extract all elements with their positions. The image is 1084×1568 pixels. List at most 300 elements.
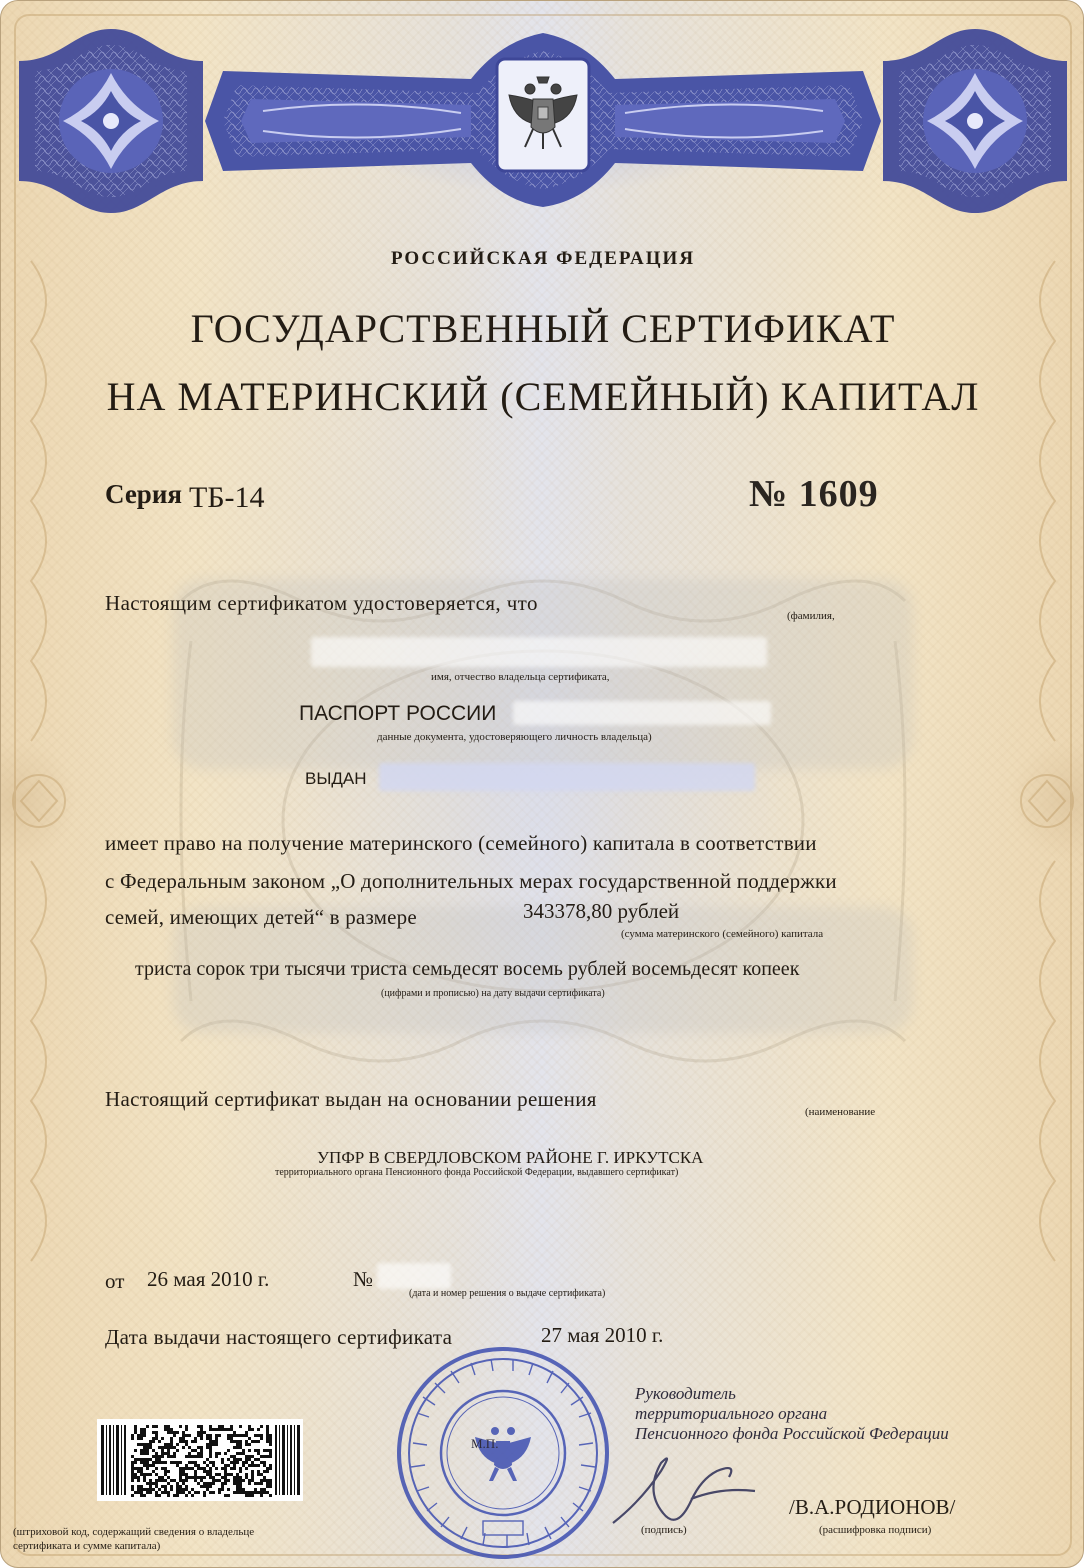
barcode-cell	[245, 1473, 248, 1476]
barcode-cell	[164, 1488, 167, 1491]
barcode-cell	[254, 1482, 257, 1485]
barcode-cell	[191, 1455, 194, 1458]
barcode-cell	[239, 1470, 242, 1473]
barcode-cell	[185, 1428, 188, 1431]
entitlement-line3: семей, имеющих детей“ в размере	[105, 905, 417, 929]
barcode-cell	[239, 1446, 242, 1449]
barcode-cell	[149, 1446, 152, 1449]
barcode-cell	[176, 1431, 179, 1434]
barcode-cell	[230, 1440, 233, 1443]
barcode-cell	[227, 1437, 230, 1440]
barcode-cell	[179, 1479, 182, 1482]
barcode-cell	[269, 1452, 272, 1455]
barcode-cell	[155, 1425, 158, 1428]
barcode-cell	[242, 1452, 245, 1455]
barcode-cell	[152, 1425, 155, 1428]
caption-decision: (дата и номер решения о выдаче сертификата)	[409, 1288, 606, 1299]
barcode-cell	[137, 1443, 140, 1446]
barcode-cell	[173, 1494, 176, 1497]
caption-issuing-authority: территориального органа Пенсионного фонда Российской Федерации, выдавшего сертификат)	[275, 1167, 679, 1178]
barcode-cell	[269, 1479, 272, 1482]
barcode-cell	[239, 1491, 242, 1494]
barcode-cell	[209, 1452, 212, 1455]
barcode-cell	[215, 1443, 218, 1446]
barcode-cell	[146, 1491, 149, 1494]
basis-text: Настоящий сертификат выдан на основании решения	[105, 1087, 597, 1111]
caption-authority-name: (наименование	[805, 1106, 876, 1118]
barcode-cell	[170, 1488, 173, 1491]
barcode-cell	[167, 1470, 170, 1473]
barcode-cell	[185, 1425, 188, 1428]
barcode-cell	[230, 1461, 233, 1464]
barcode-cell	[179, 1491, 182, 1494]
barcode-cell	[218, 1473, 221, 1476]
barcode-cell	[227, 1464, 230, 1467]
barcode-cell	[140, 1470, 143, 1473]
barcode-cell	[257, 1473, 260, 1476]
barcode-cell	[227, 1449, 230, 1452]
barcode-cell	[224, 1494, 227, 1497]
barcode-cell	[179, 1485, 182, 1488]
barcode-cell	[170, 1437, 173, 1440]
barcode-cell	[242, 1464, 245, 1467]
barcode-cell	[143, 1431, 146, 1434]
barcode-cell	[185, 1488, 188, 1491]
barcode-cell	[191, 1467, 194, 1470]
barcode-cell	[197, 1482, 200, 1485]
barcode-cell	[137, 1491, 140, 1494]
barcode-cell	[185, 1440, 188, 1443]
barcode-cell	[215, 1428, 218, 1431]
barcode-cell	[152, 1449, 155, 1452]
barcode-cell	[266, 1470, 269, 1473]
barcode-cell	[212, 1443, 215, 1446]
barcode-cell	[137, 1458, 140, 1461]
barcode-cell	[176, 1443, 179, 1446]
holder-intro-text: Настоящим сертификатом удостоверяется, что	[105, 591, 538, 615]
barcode-cell	[185, 1467, 188, 1470]
barcode-cell	[146, 1473, 149, 1476]
barcode-cell	[158, 1440, 161, 1443]
barcode-cell	[137, 1434, 140, 1437]
barcode-cell	[203, 1485, 206, 1488]
caption-surname: (фамилия,	[787, 610, 835, 622]
barcode-cell	[140, 1485, 143, 1488]
barcode-cell	[236, 1488, 239, 1491]
barcode-cell	[239, 1440, 242, 1443]
barcode-cell	[206, 1470, 209, 1473]
barcode-cell	[233, 1467, 236, 1470]
barcode-cell	[200, 1485, 203, 1488]
barcode-cell	[245, 1434, 248, 1437]
barcode-cell	[164, 1443, 167, 1446]
barcode-cell	[209, 1482, 212, 1485]
barcode-cell	[146, 1446, 149, 1449]
barcode-cell	[248, 1425, 251, 1428]
barcode-cell	[230, 1473, 233, 1476]
barcode-cell	[239, 1479, 242, 1482]
barcode-cell	[140, 1467, 143, 1470]
barcode-cell	[164, 1425, 167, 1428]
barcode-cell	[212, 1464, 215, 1467]
barcode-cell	[164, 1485, 167, 1488]
barcode-cell	[200, 1425, 203, 1428]
barcode-cell	[269, 1455, 272, 1458]
barcode-cell	[155, 1467, 158, 1470]
barcode-caption-line1: (штриховой код, содержащий сведения о владельце	[13, 1526, 255, 1538]
barcode-cell	[131, 1476, 134, 1479]
barcode-cell	[233, 1464, 236, 1467]
barcode-cell	[206, 1473, 209, 1476]
barcode-cell	[164, 1428, 167, 1431]
barcode-cell	[215, 1479, 218, 1482]
barcode-cell	[146, 1461, 149, 1464]
barcode-cell	[263, 1455, 266, 1458]
barcode-cell	[173, 1455, 176, 1458]
barcode-cell	[197, 1425, 200, 1428]
barcode-cell	[149, 1443, 152, 1446]
barcode-cell	[155, 1473, 158, 1476]
barcode-cell	[173, 1431, 176, 1434]
barcode-cell	[158, 1461, 161, 1464]
barcode-cell	[209, 1467, 212, 1470]
barcode-cell	[236, 1479, 239, 1482]
barcode-cell	[254, 1449, 257, 1452]
barcode-cell	[260, 1488, 263, 1491]
signer-name: /В.А.РОДИОНОВ/	[789, 1495, 956, 1519]
barcode-cell	[245, 1494, 248, 1497]
barcode-cell	[236, 1476, 239, 1479]
issue-date-label: Дата выдачи настоящего сертификата	[105, 1325, 453, 1349]
barcode-cell	[245, 1476, 248, 1479]
barcode-cell	[251, 1476, 254, 1479]
barcode-cell	[248, 1491, 251, 1494]
barcode-cell	[173, 1479, 176, 1482]
barcode-cell	[209, 1461, 212, 1464]
barcode-cell	[236, 1482, 239, 1485]
barcode-cell	[164, 1473, 167, 1476]
barcode-cell	[239, 1485, 242, 1488]
barcode-cell	[143, 1473, 146, 1476]
barcode-cell	[143, 1488, 146, 1491]
barcode-cell	[224, 1476, 227, 1479]
barcode-cell	[230, 1455, 233, 1458]
barcode-cell	[158, 1446, 161, 1449]
barcode-cell	[179, 1425, 182, 1428]
barcode-cell	[149, 1440, 152, 1443]
barcode-cell	[248, 1464, 251, 1467]
barcode-cell	[236, 1446, 239, 1449]
barcode-cell	[236, 1473, 239, 1476]
barcode-cell	[176, 1488, 179, 1491]
barcode-cell	[191, 1488, 194, 1491]
barcode-cell	[140, 1431, 143, 1434]
barcode-cell	[212, 1479, 215, 1482]
barcode-cell	[212, 1482, 215, 1485]
barcode-cell	[263, 1464, 266, 1467]
barcode-cell	[218, 1425, 221, 1428]
signer-role-line1: Руководитель	[635, 1384, 736, 1403]
barcode-cell	[263, 1479, 266, 1482]
barcode-cell	[140, 1428, 143, 1431]
barcode-cell	[161, 1446, 164, 1449]
barcode-cell	[140, 1494, 143, 1497]
barcode-cell	[143, 1479, 146, 1482]
barcode-cell	[254, 1434, 257, 1437]
entitlement-line1: имеет право на получение материнского (семейного) капитала в соответствии	[105, 831, 817, 855]
issued-by-label: ВЫДАН	[305, 769, 367, 788]
barcode-cell	[152, 1461, 155, 1464]
barcode-cell	[179, 1473, 182, 1476]
barcode-cell	[203, 1467, 206, 1470]
barcode-cell	[236, 1458, 239, 1461]
barcode-cell	[131, 1494, 134, 1497]
barcode-cell	[191, 1449, 194, 1452]
stamp-place-label: М.П.	[471, 1436, 499, 1451]
barcode-cell	[266, 1467, 269, 1470]
barcode-cell	[206, 1443, 209, 1446]
barcode-cell	[170, 1428, 173, 1431]
barcode-cell	[179, 1470, 182, 1473]
barcode-cell	[137, 1479, 140, 1482]
barcode-cell	[266, 1437, 269, 1440]
barcode-cell	[170, 1443, 173, 1446]
barcode-cell	[212, 1461, 215, 1464]
official-seal	[399, 1349, 607, 1557]
barcode-cell	[185, 1455, 188, 1458]
barcode-cell	[194, 1491, 197, 1494]
barcode-cell	[266, 1479, 269, 1482]
barcode-cell	[257, 1464, 260, 1467]
barcode-cell	[245, 1458, 248, 1461]
barcode-cell	[254, 1491, 257, 1494]
barcode-cell	[209, 1443, 212, 1446]
barcode-cell	[266, 1485, 269, 1488]
barcode-cell	[161, 1455, 164, 1458]
barcode-cell	[185, 1443, 188, 1446]
barcode-cell	[266, 1431, 269, 1434]
barcode-cell	[176, 1464, 179, 1467]
barcode-cell	[179, 1440, 182, 1443]
barcode-cell	[131, 1470, 134, 1473]
barcode-cell	[167, 1425, 170, 1428]
barcode-cell	[188, 1476, 191, 1479]
barcode-cell	[134, 1449, 137, 1452]
redacted-document-data	[513, 701, 771, 725]
barcode-cell	[164, 1470, 167, 1473]
barcode-cell	[227, 1479, 230, 1482]
barcode-cell	[203, 1476, 206, 1479]
barcode-cell	[188, 1461, 191, 1464]
barcode-cell	[131, 1437, 134, 1440]
right-rosette	[883, 29, 1067, 213]
barcode-cell	[143, 1461, 146, 1464]
barcode-cell	[260, 1437, 263, 1440]
barcode-cell	[209, 1470, 212, 1473]
barcode-cell	[251, 1461, 254, 1464]
barcode-cell	[194, 1461, 197, 1464]
barcode-cell	[263, 1488, 266, 1491]
barcode-cell	[206, 1458, 209, 1461]
barcode-cell	[251, 1428, 254, 1431]
barcode-cell	[167, 1443, 170, 1446]
barcode-cell	[200, 1476, 203, 1479]
barcode-cell	[131, 1455, 134, 1458]
barcode-cell	[263, 1476, 266, 1479]
barcode-cell	[131, 1479, 134, 1482]
barcode-cell	[143, 1434, 146, 1437]
barcode-cell	[158, 1476, 161, 1479]
barcode-cell	[224, 1467, 227, 1470]
barcode-cell	[200, 1434, 203, 1437]
barcode-cell	[251, 1440, 254, 1443]
barcode-cell	[206, 1446, 209, 1449]
barcode-cell	[161, 1467, 164, 1470]
barcode-cell	[182, 1467, 185, 1470]
barcode-cell	[134, 1425, 137, 1428]
document-title-line2: НА МАТЕРИНСКИЙ (СЕМЕЙНЫЙ) КАПИТАЛ	[106, 374, 980, 419]
barcode-cell	[179, 1437, 182, 1440]
barcode-cell	[233, 1461, 236, 1464]
barcode-cell	[212, 1476, 215, 1479]
barcode-cell	[149, 1485, 152, 1488]
barcode-cell	[134, 1458, 137, 1461]
barcode-cell	[146, 1452, 149, 1455]
barcode-cell	[149, 1488, 152, 1491]
barcode-cell	[233, 1440, 236, 1443]
barcode-cell	[203, 1494, 206, 1497]
barcode-cell	[209, 1455, 212, 1458]
barcode-cell	[140, 1488, 143, 1491]
barcode-cell	[167, 1446, 170, 1449]
barcode-cell	[233, 1434, 236, 1437]
barcode-cell	[176, 1461, 179, 1464]
barcode-cell	[209, 1425, 212, 1428]
barcode-cell	[155, 1485, 158, 1488]
barcode-cell	[200, 1452, 203, 1455]
barcode-cell	[245, 1431, 248, 1434]
barcode-cell	[224, 1473, 227, 1476]
barcode-cell	[137, 1485, 140, 1488]
barcode-cell	[149, 1479, 152, 1482]
barcode-cell	[164, 1467, 167, 1470]
barcode-cell	[140, 1461, 143, 1464]
barcode-cell	[251, 1491, 254, 1494]
barcode-cell	[134, 1476, 137, 1479]
barcode-cell	[257, 1482, 260, 1485]
barcode-cell	[131, 1434, 134, 1437]
barcode-cell	[161, 1485, 164, 1488]
barcode-cell	[224, 1464, 227, 1467]
barcode-cell	[152, 1431, 155, 1434]
barcode-cell	[146, 1464, 149, 1467]
barcode-cell	[182, 1431, 185, 1434]
barcode-cell	[245, 1461, 248, 1464]
barcode-cell	[197, 1455, 200, 1458]
barcode-cell	[155, 1482, 158, 1485]
barcode-cell	[245, 1455, 248, 1458]
barcode-cell	[263, 1461, 266, 1464]
barcode-cell	[269, 1467, 272, 1470]
barcode-cell	[167, 1455, 170, 1458]
barcode-cell	[224, 1482, 227, 1485]
barcode-cell	[143, 1428, 146, 1431]
decision-from-label: от	[105, 1269, 125, 1293]
barcode-cell	[221, 1488, 224, 1491]
barcode-cell	[227, 1434, 230, 1437]
barcode-cell	[254, 1488, 257, 1491]
barcode-cell	[266, 1449, 269, 1452]
redacted-holder-name	[311, 637, 767, 667]
barcode-cell	[251, 1473, 254, 1476]
barcode-cell	[230, 1467, 233, 1470]
barcode-cell	[233, 1455, 236, 1458]
barcode-cell	[227, 1494, 230, 1497]
barcode-cell	[137, 1476, 140, 1479]
barcode-cell	[155, 1455, 158, 1458]
barcode-cell	[167, 1494, 170, 1497]
barcode-cell	[158, 1455, 161, 1458]
barcode-cell	[173, 1461, 176, 1464]
barcode-cell	[221, 1482, 224, 1485]
barcode-cell	[167, 1449, 170, 1452]
signer-role-line3: Пенсионного фонда Российской Федерации	[635, 1424, 949, 1443]
barcode-cell	[266, 1434, 269, 1437]
barcode-cell	[221, 1467, 224, 1470]
barcode-cell	[257, 1428, 260, 1431]
barcode-cell	[161, 1449, 164, 1452]
barcode-cell	[239, 1425, 242, 1428]
barcode-cell	[224, 1428, 227, 1431]
barcode-cell	[131, 1464, 134, 1467]
barcode-cell	[230, 1428, 233, 1431]
barcode-cell	[269, 1494, 272, 1497]
barcode-cell	[155, 1461, 158, 1464]
barcode-cell	[248, 1455, 251, 1458]
barcode-cell	[176, 1449, 179, 1452]
barcode-cell	[173, 1446, 176, 1449]
barcode-cell	[146, 1467, 149, 1470]
barcode-cell	[257, 1458, 260, 1461]
barcode-cell	[239, 1476, 242, 1479]
barcode-cell	[143, 1494, 146, 1497]
barcode-cell	[143, 1452, 146, 1455]
barcode-cell	[203, 1431, 206, 1434]
barcode-cell	[131, 1488, 134, 1491]
barcode-cell	[221, 1461, 224, 1464]
barcode-cell	[245, 1491, 248, 1494]
barcode-cell	[191, 1476, 194, 1479]
barcode-cell	[152, 1455, 155, 1458]
barcode-cell	[206, 1482, 209, 1485]
barcode-cell	[140, 1443, 143, 1446]
barcode-cell	[140, 1437, 143, 1440]
barcode-cell	[194, 1449, 197, 1452]
barcode-cell	[215, 1467, 218, 1470]
barcode-cell	[257, 1434, 260, 1437]
barcode-cell	[185, 1485, 188, 1488]
barcode-cell	[188, 1434, 191, 1437]
barcode-cell	[230, 1437, 233, 1440]
barcode-cell	[170, 1446, 173, 1449]
barcode-cell	[203, 1461, 206, 1464]
barcode-cell	[197, 1476, 200, 1479]
barcode-cell	[191, 1461, 194, 1464]
barcode-cell	[158, 1488, 161, 1491]
barcode-cell	[248, 1482, 251, 1485]
barcode-cell	[149, 1473, 152, 1476]
barcode-cell	[233, 1458, 236, 1461]
